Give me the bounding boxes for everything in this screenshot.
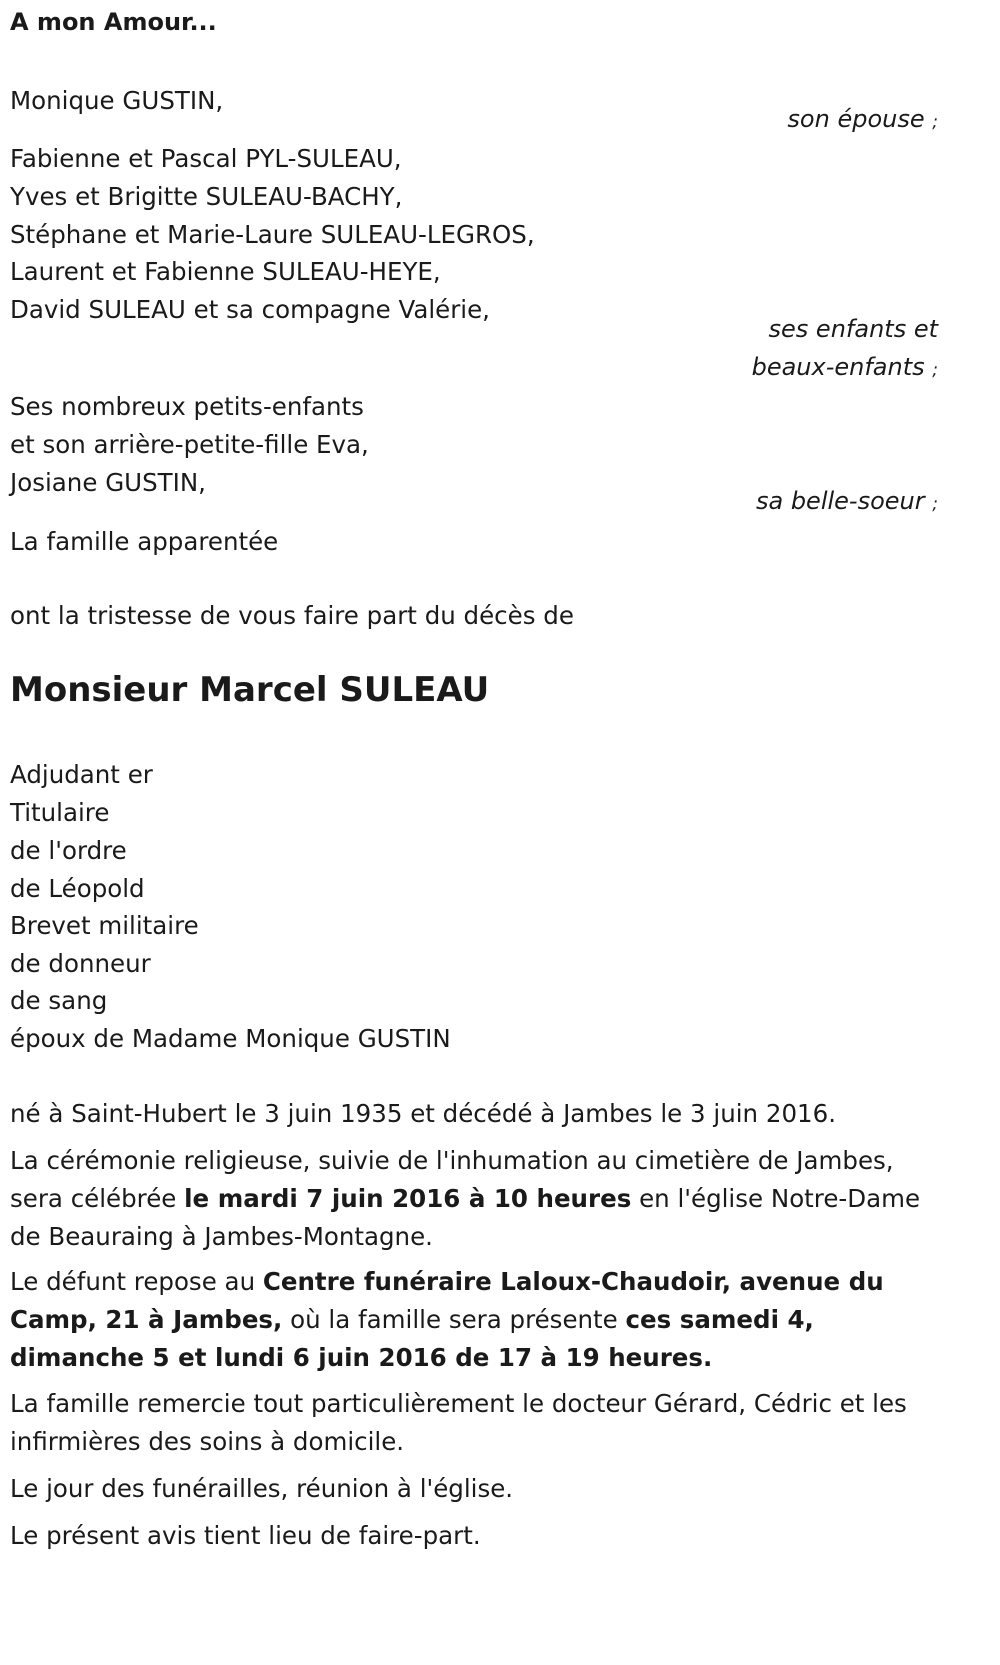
spouse-name: Monique GUSTIN, [10,86,224,115]
title-line-1: Adjudant er [10,760,153,789]
repose-paragraph [10,1263,940,1377]
sister-in-law-role-sep: ; [932,494,938,514]
sister-in-law-role-text: sa belle-soeur [755,487,925,515]
children-name-3: Stéphane et Marie-Laure SULEAU-LEGROS, [10,220,535,249]
sister-in-law-name: Josiane GUSTIN, [10,468,206,497]
repose-text-before: Le défunt repose au [10,1267,263,1296]
birth-death-dates: né à Saint-Hubert le 3 juin 1935 et décédé à Jambes le 3 juin 2016. [10,1099,836,1128]
title-line-6: de donneur [10,949,151,978]
grandchildren-line-1: Ses nombreux petits-enfants [10,392,364,421]
header-dedication: A mon Amour... [10,8,217,36]
repose-text-middle: où la famille sera présente [282,1305,626,1334]
title-line-5: Brevet militaire [10,911,199,940]
title-line-7: de sang [10,986,108,1015]
spouse-role [787,105,938,133]
children-name-4: Laurent et Fabienne SULEAU-HEYE, [10,257,441,286]
deceased-name: Monsieur Marcel SULEAU [10,670,490,710]
visitation-hours: ces samedi 4, dimanche 5 et lundi 6 juin 2016 de 17 à 19 heures. [10,1305,814,1372]
spouse-role-sep: ; [932,112,938,132]
children-name-5: David SULEAU et sa compagne Valérie, [10,295,490,324]
ceremony-paragraph [10,1142,940,1256]
sister-in-law-role [756,487,938,515]
title-line-2: Titulaire [10,798,110,827]
grandchildren-line-2: et son arrière-petite-fille Eva, [10,430,369,459]
children-role-sep: ; [932,360,938,380]
children-name-1: Fabienne et Pascal PYL-SULEAU, [10,144,402,173]
title-line-3: de l'ordre [10,836,127,865]
thanks-paragraph: La famille remercie tout particulièrement le docteur Gérard, Cédric et les infirmières des soins à domicile. [10,1389,907,1456]
children-role-line1: ses enfants et [768,315,938,343]
notice-note: Le présent avis tient lieu de faire-part. [10,1521,481,1550]
children-name-2: Yves et Brigitte SULEAU-BACHY, [10,182,403,211]
title-line-4: de Léopold [10,874,145,903]
spouse-role-text: son épouse [787,105,925,133]
ceremony-text-before: La cérémonie religieuse, suivie de l'inhumation au cimetière de Jambes, sera célébrée [10,1146,894,1213]
ceremony-date: le mardi 7 juin 2016 à 10 heures [184,1184,632,1213]
funeral-day-note: Le jour des funérailles, réunion à l'église. [10,1474,514,1503]
announcement: ont la tristesse de vous faire part du décès de [10,601,574,630]
ceremony-text-after: en l'église Notre-Dame de Beauraing à Jambes-Montagne. [10,1184,921,1251]
children-role-line2 [752,353,938,381]
children-role-text: beaux-enfants [751,353,925,381]
family-related: La famille apparentée [10,527,279,556]
funeral-home-address: Centre funéraire Laloux-Chaudoir, avenue du Camp, 21 à Jambes, [10,1267,884,1334]
title-line-8: époux de Madame Monique GUSTIN [10,1024,451,1053]
